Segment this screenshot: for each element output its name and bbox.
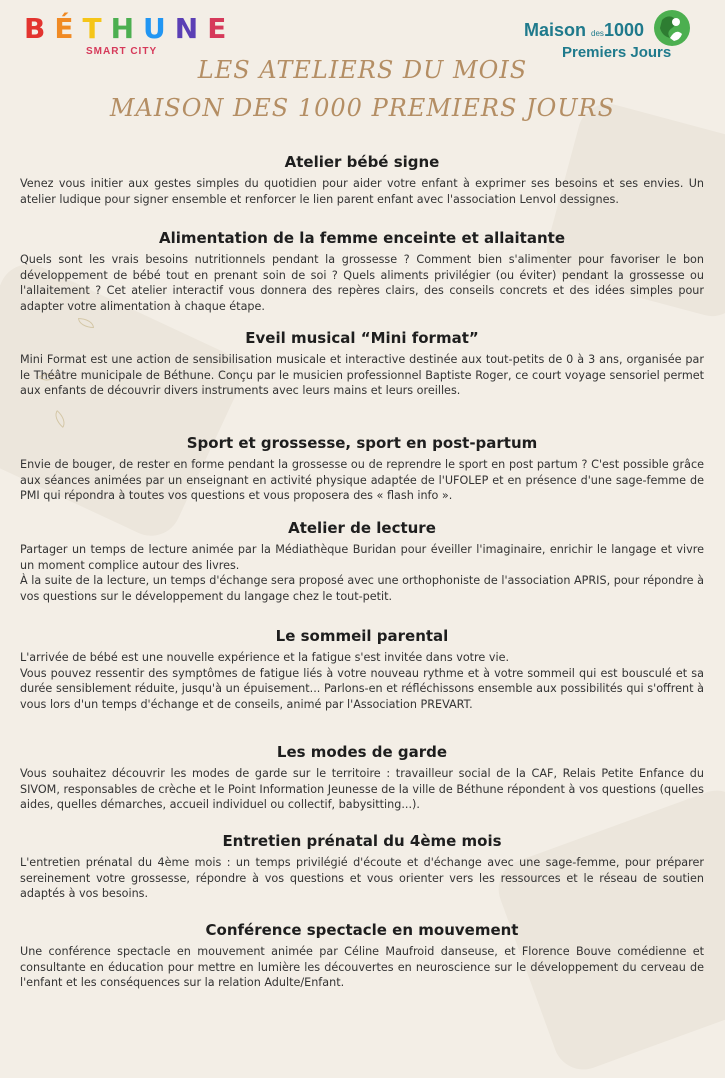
section-heading: Sport et grossesse, sport en post-partum [186,434,538,452]
section-body: Partager un temps de lecture animée par la Médiathèque Buridan pour éveiller l'imaginaire, enrichir le langage et vivre un moment complice autour des livres. [20,543,704,572]
section-heading: Conférence spectacle en mouvement [205,921,519,939]
maison-label: Maison des1000 [524,20,644,40]
section-conference-spectacle [20,920,704,991]
bethune-logo [24,12,236,57]
wordmark-letter: N [174,12,208,45]
section-atelier-lecture [20,518,704,604]
section-body-2: Vous pouvez ressentir des symptômes de fatigue liés à votre nouveau rythme et à votre sommeil qui est bousculé et sa durée sensiblement réduite, jusqu'à un épuisement... Parlons-en et réfléchissons ensemble aux possibilités qui s'offrent à vous lors d'un temps d'échange et de conseils, animé par l'Association PREVART. [20,666,704,711]
section-body: Quels sont les vrais besoins nutritionnels pendant la grossesse ? Comment bien s'alimenter pour favoriser le bon développement de bébé tout en prenant soin de soi ? Quels aliments privilégier (ou éviter) pendant la grossesse ou l'allaitement ? Cet atelier interactif vous donnera des repères clairs, des conseils concrets et des idées simples pour adapter votre alimentation à chaque étape. [20,253,704,313]
page-title-line1: LES ATELIERS DU MOIS [197,56,528,84]
smart-city-label: SMART CITY [86,46,158,57]
wordmark-letter: É [54,12,83,45]
wordmark-letter: H [110,12,144,45]
section-body: Vous souhaitez découvrir les modes de garde sur le territoire : travailleur social de la CAF, Relais Petite Enfance du SIVOM, responsables de crèche et le Point Information Jeunesse de la ville de Béthune répondent à vos questions (quelles aides, quelles démarches, accueil individuel ou collectif, babysitting...). [20,767,704,811]
page-title-line2: MAISON DES 1000 PREMIERS JOURS [109,94,616,122]
section-body: Mini Format est une action de sensibilisation musicale et interactive destinée aux tout-petits de 0 à 3 ans, organisée par le Théâtre municipale de Béthune. Conçu par le musicien professionnel Baptiste Roger, ce court voyage sensoriel permet aux enfants de découvrir divers instruments avec leurs mains et leurs oreilles. [20,353,704,397]
section-body: Une conférence spectacle en mouvement animée par Céline Maufroid danseuse, et Florence Bouve comédienne et consultante en éducation pour mettre en lumière les découvertes en neuroscience sur le développement du cerveau de l'enfant et les conséquences sur la relation Adulte/Enfant. [20,945,704,989]
globe-icon [652,8,692,48]
section-sport-grossesse [20,433,704,504]
section-body: Venez vous initier aux gestes simples du quotidien pour aider votre enfant à exprimer ses besoins et ses envies. Un atelier ludique pour signer ensemble et renforcer le lien parent enfant avec l'association Lenvol dessignes. [20,177,704,206]
bethune-wordmark [24,12,236,45]
section-body: L'entretien prénatal du 4ème mois : un temps privilégié d'écoute et d'échange avec une sage-femme, pour préparer sereinement votre grossesse, répondre à vos questions et vous orienter vers les ressources et le réseau de soutien adaptés à vos besoins. [20,856,704,900]
section-alimentation [20,228,704,314]
wordmark-letter: T [82,12,111,45]
section-heading: Eveil musical “Mini format” [245,329,479,347]
wordmark-letter: B [24,12,55,45]
section-body: Envie de bouger, de rester en forme pendant la grossesse ou de reprendre le sport en post partum ? C'est possible grâce aux séances animées par un enseignant en activité physique adaptée de l'UFOLEP et en présence d'une sage-femme de PMI qui répondra à toutes vos questions et vous proposera des « flash info ». [20,458,704,502]
section-heading: Atelier bébé signe [284,153,440,171]
premiers-jours-label: Premiers Jours [562,44,672,61]
section-body-2: À la suite de la lecture, un temps d'échange sera proposé avec une orthophoniste de l'association APRIS, pour répondre à vos questions sur le développement du langage chez le tout-petit. [20,574,704,603]
section-eveil-musical [20,328,704,399]
section-atelier-bebe-signe [20,152,704,207]
section-entretien-prenatal [20,831,704,902]
section-heading: Entretien prénatal du 4ème mois [222,832,502,850]
section-body: L'arrivée de bébé est une nouvelle expérience et la fatigue s'est invitée dans votre vie. [20,651,510,664]
wordmark-letter: U [143,12,175,45]
wordmark-letter: E [207,12,236,45]
section-heading: Alimentation de la femme enceinte et allaitante [158,229,565,247]
section-heading: Le sommeil parental [275,627,449,645]
section-heading: Atelier de lecture [288,519,436,537]
section-heading: Les modes de garde [276,743,448,761]
section-modes-de-garde [20,742,704,813]
section-sommeil-parental [20,626,704,712]
